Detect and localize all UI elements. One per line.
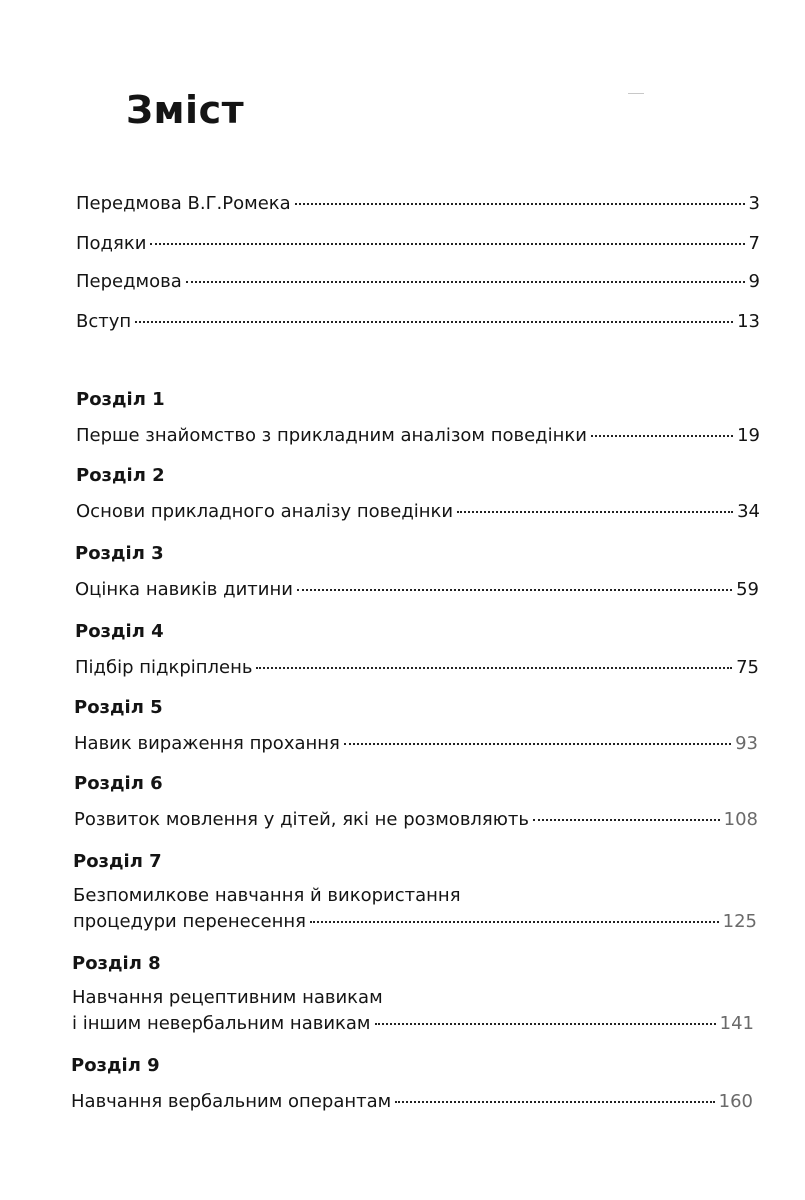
dot-leader (295, 203, 745, 205)
toc-entry-title: Підбір підкріплень (75, 657, 253, 678)
page-title: Зміст (126, 88, 245, 132)
toc-page-number: 141 (719, 1013, 754, 1034)
toc-entry-title: Перше знайомство з прикладним аналізом поведінки (76, 425, 587, 446)
toc-entry-chapter-7[interactable] (73, 910, 757, 934)
dot-leader (344, 743, 731, 745)
toc-page-number: 59 (736, 579, 759, 600)
toc-entry-title-line2: і іншим невербальним навикам (72, 1013, 371, 1034)
chapter-label: Розділ 1 (76, 389, 165, 410)
dot-leader (256, 667, 732, 669)
toc-entry-title-line1[interactable]: Безпомилкове навчання й використання (73, 885, 461, 906)
chapter-label: Розділ 7 (73, 851, 162, 872)
toc-entry-chapter-8[interactable] (72, 1012, 754, 1036)
dot-leader (150, 243, 744, 245)
chapter-label: Розділ 5 (74, 697, 163, 718)
toc-entry-title: Навчання вербальним оперантам (71, 1091, 392, 1112)
chapter-label: Розділ 6 (74, 773, 163, 794)
toc-entry-chapter-3[interactable] (75, 578, 759, 602)
toc-entry-title: Основи прикладного аналізу поведінки (76, 501, 454, 522)
toc-page-number: 160 (718, 1091, 753, 1112)
toc-entry-title-line1[interactable]: Навчання рецептивним навикам (72, 987, 383, 1008)
toc-entry-chapter-1[interactable] (76, 424, 760, 448)
toc-entry-chapter-9[interactable] (71, 1090, 753, 1114)
toc-entry-chapter-4[interactable] (75, 656, 759, 680)
toc-entry-title-line2: процедури перенесення (73, 911, 306, 932)
dot-leader (457, 511, 733, 513)
chapter-label: Розділ 3 (75, 543, 164, 564)
chapter-label: Розділ 4 (75, 621, 164, 642)
toc-page-number: 7 (748, 233, 760, 254)
toc-entry-title: Навик вираження прохання (74, 733, 340, 754)
dot-leader (297, 589, 732, 591)
dot-leader (591, 435, 733, 437)
toc-entry-introduction[interactable] (76, 310, 760, 334)
toc-page-number: 93 (735, 733, 758, 754)
toc-page-number: 125 (722, 911, 757, 932)
dot-leader (395, 1101, 714, 1103)
dot-leader (310, 921, 719, 923)
toc-page-number: 9 (748, 271, 760, 292)
toc-entry-title: Подяки (76, 233, 147, 254)
toc-entry-chapter-2[interactable] (76, 500, 760, 524)
toc-entry-title: Передмова (76, 271, 182, 292)
toc-entry-title: Передмова В.Г.Ромека (76, 193, 291, 214)
chapter-label: Розділ 8 (72, 953, 161, 974)
toc-entry-acknowledgements[interactable] (76, 232, 760, 256)
toc-entry-chapter-5[interactable] (74, 732, 758, 756)
chapter-label: Розділ 9 (71, 1055, 160, 1076)
toc-entry-foreword-romek[interactable] (76, 192, 760, 216)
toc-page-number: 108 (723, 809, 758, 830)
toc-page-number: 13 (737, 311, 760, 332)
toc-entry-foreword[interactable] (76, 270, 760, 294)
toc-entry-chapter-6[interactable] (74, 808, 758, 832)
scan-mark (628, 93, 644, 94)
dot-leader (135, 321, 733, 323)
toc-entry-title: Оцінка навиків дитини (75, 579, 293, 600)
toc-page-number: 34 (737, 501, 760, 522)
dot-leader (186, 281, 745, 283)
toc-page-number: 3 (748, 193, 760, 214)
dot-leader (533, 819, 720, 821)
toc-page-number: 19 (737, 425, 760, 446)
toc-page-number: 75 (736, 657, 759, 678)
dot-leader (375, 1023, 716, 1025)
chapter-label: Розділ 2 (76, 465, 165, 486)
toc-entry-title: Вступ (76, 311, 132, 332)
toc-entry-title: Розвиток мовлення у дітей, які не розмовляють (74, 809, 530, 830)
